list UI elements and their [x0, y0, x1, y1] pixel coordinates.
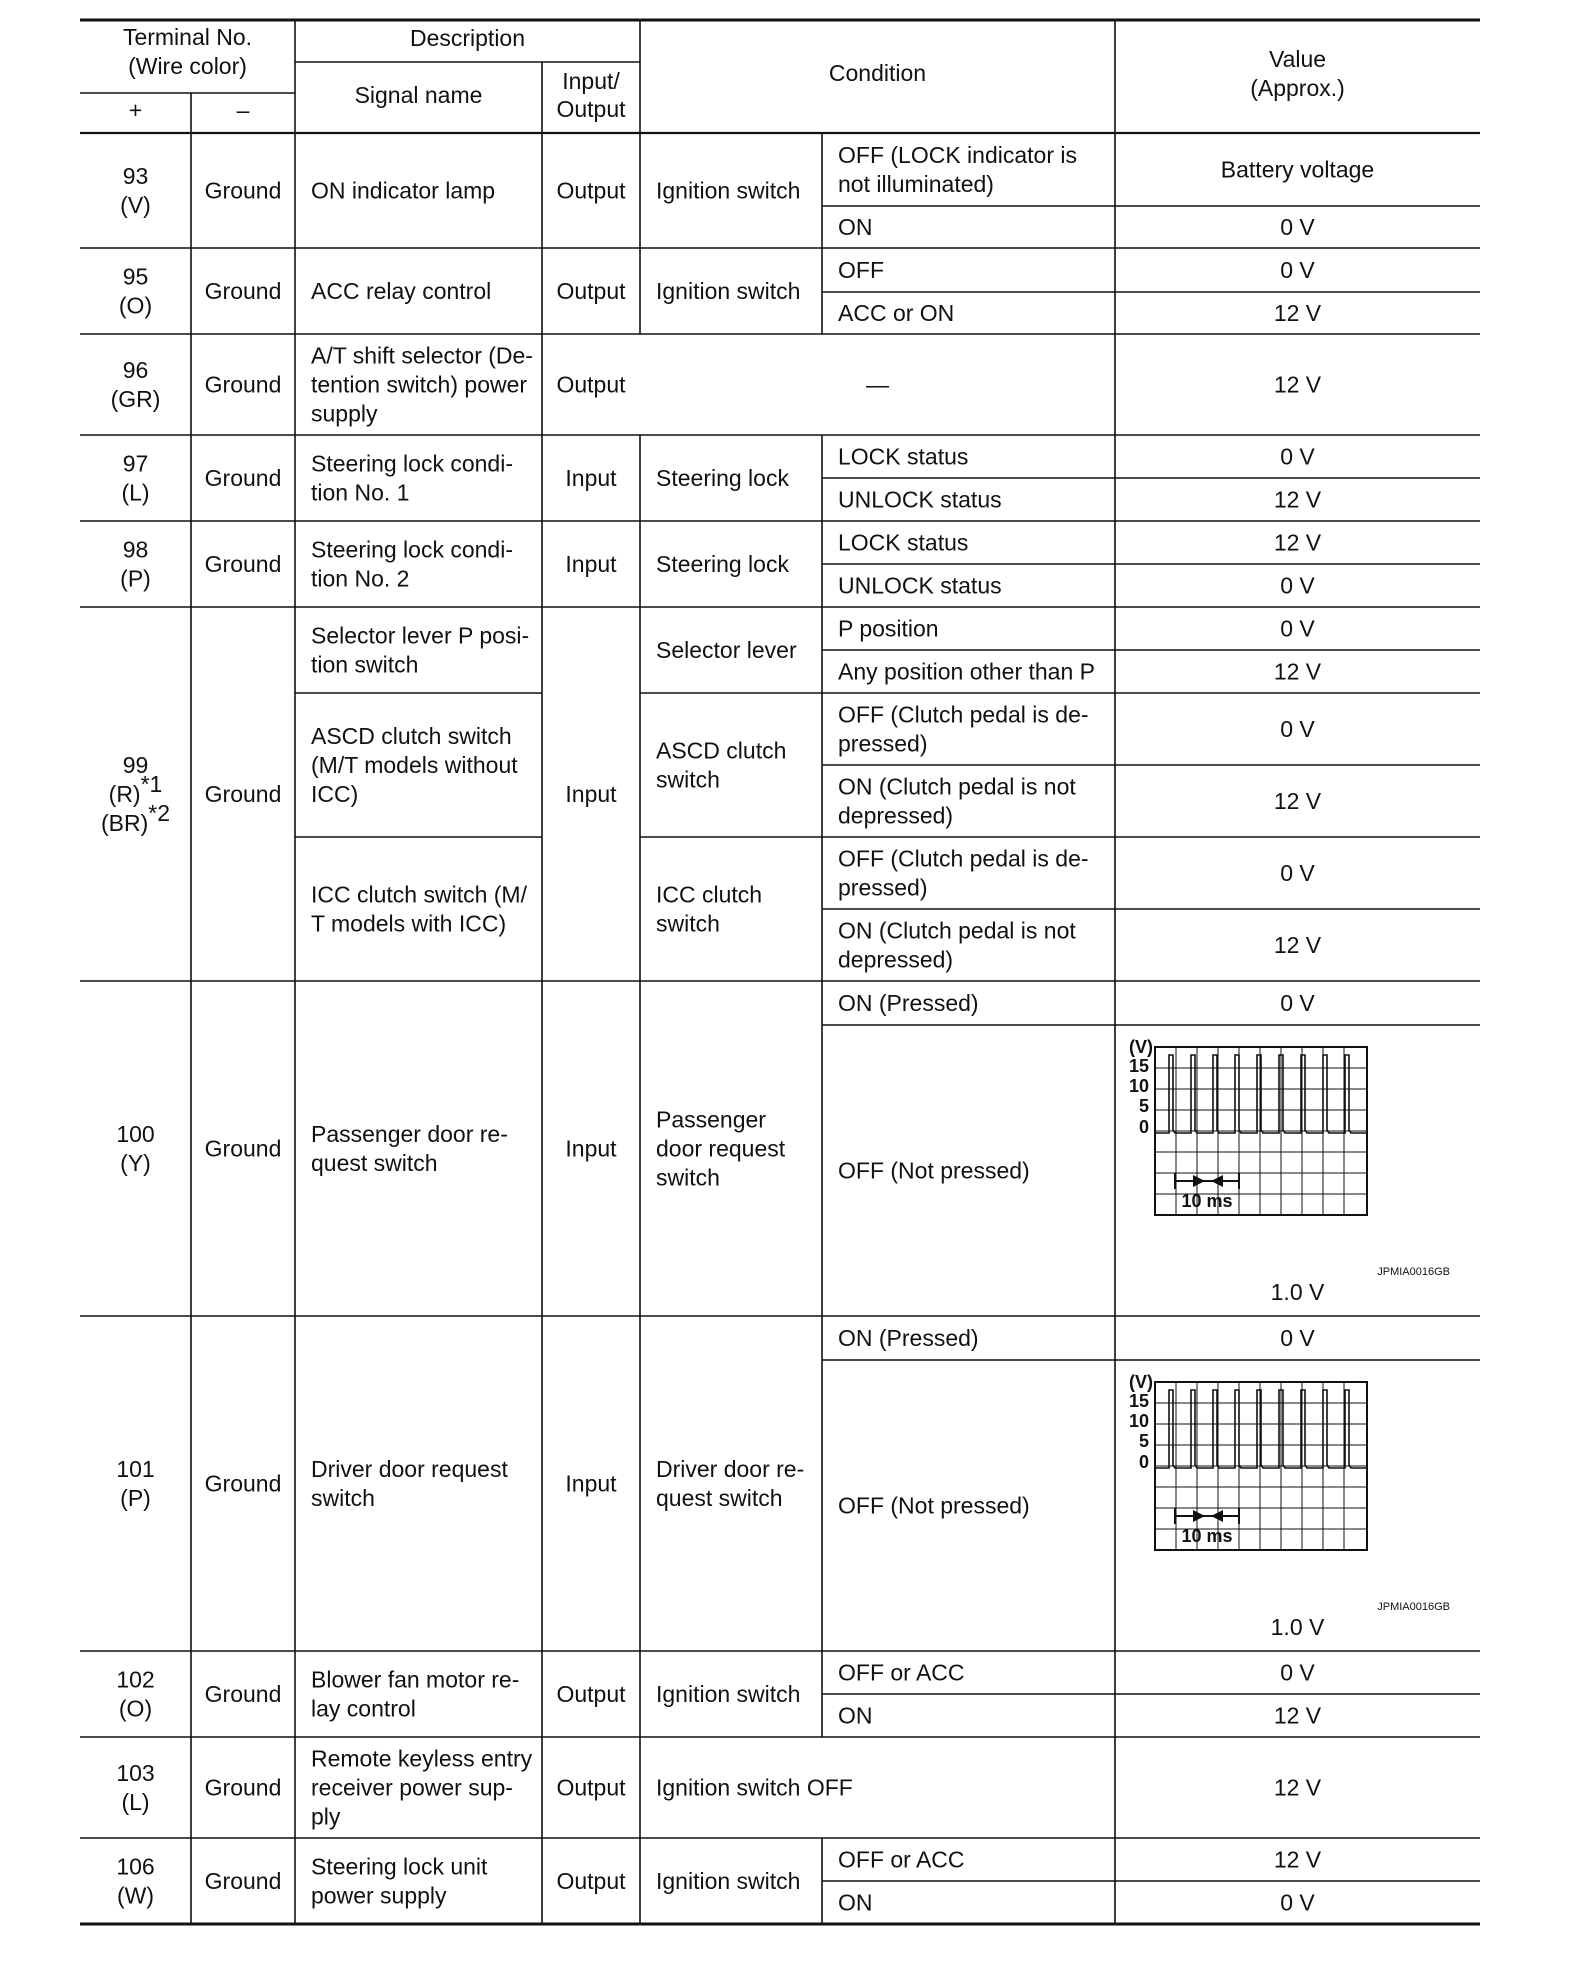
signal-name	[311, 1667, 519, 1722]
scope-ytick: 5	[1138, 1096, 1149, 1116]
signal-name	[311, 1854, 488, 1909]
condition-state-line: depressed)	[838, 946, 954, 973]
condition-main	[656, 882, 762, 937]
terminal-number	[116, 1854, 154, 1909]
condition-state-line: OFF (Not pressed)	[838, 1157, 1030, 1184]
signal-name-line: Steering lock unit	[311, 1853, 488, 1880]
io-direction	[565, 781, 617, 807]
condition-state-line: ON (Clutch pedal is not	[838, 773, 1076, 800]
condition-state	[838, 1158, 1030, 1184]
condition-state-line: OFF (Clutch pedal is de-	[838, 845, 1089, 872]
terminal-number-line: 102	[116, 1666, 155, 1693]
condition-state-line: pressed)	[838, 874, 928, 901]
condition-state	[838, 573, 1002, 599]
value-cell	[1280, 214, 1315, 240]
table-cells	[101, 24, 1450, 1916]
condition-state	[838, 1890, 873, 1916]
io-direction-line: Input	[565, 551, 617, 577]
condition-main	[656, 551, 789, 577]
terminal-number	[116, 1456, 154, 1511]
signal-name-line: switch	[311, 1485, 375, 1511]
signal-name-line: power supply	[311, 1882, 447, 1909]
condition-state	[838, 1660, 965, 1686]
scope-ytick: 10	[1128, 1411, 1149, 1431]
terminal-number	[121, 451, 149, 506]
io-direction-line: Output	[556, 1868, 626, 1894]
value-cell	[1280, 860, 1315, 886]
condition-main-line: switch	[656, 766, 720, 793]
terminal-number	[116, 1760, 154, 1815]
signal-name-line: ICC)	[311, 781, 359, 807]
io-direction	[565, 551, 617, 577]
condition-state-line: UNLOCK status	[838, 572, 1002, 599]
terminal-number-line: 93	[122, 163, 149, 189]
condition-main	[656, 178, 800, 204]
value-cell	[1274, 487, 1322, 513]
scope-ytick: 10	[1128, 1076, 1149, 1096]
terminal-number-line: 95	[122, 263, 149, 290]
condition-state-line: UNLOCK status	[838, 486, 1002, 513]
signal-name-line: quest switch	[311, 1150, 438, 1176]
terminal-number-line: (BR)	[100, 810, 149, 836]
io-direction	[556, 178, 626, 204]
scope-ytick: 15	[1128, 1056, 1149, 1076]
value-cell	[1271, 1279, 1325, 1305]
value-cell	[1280, 1660, 1315, 1686]
condition-state	[838, 702, 1089, 757]
scope-ytick: 0	[1138, 1452, 1149, 1472]
terminal-number	[116, 1667, 154, 1722]
condition-state	[838, 1325, 979, 1351]
terminal-number-line: (L)	[121, 479, 150, 506]
terminal-number-line: (GR)	[110, 386, 161, 412]
value-cell-line: 0 V	[1280, 214, 1315, 240]
signal-name-line: Remote keyless entry	[311, 1745, 533, 1772]
condition-state	[838, 300, 954, 326]
value-cell-line: 12 V	[1273, 1702, 1322, 1729]
scope-ytick: 0	[1138, 1117, 1149, 1137]
ground-terminal-line: Ground	[204, 465, 282, 491]
value-cell-line: 1.0 V	[1270, 1614, 1325, 1640]
condition-state-line: ON (Pressed)	[838, 990, 979, 1016]
header-io-bottom-line: Output	[556, 96, 626, 122]
signal-name-line: Steering lock condi-	[311, 536, 513, 563]
signal-name-line: ASCD clutch switch	[311, 723, 512, 749]
condition-main-line: door request	[656, 1135, 786, 1162]
terminal-number-line: (L)	[121, 1789, 150, 1815]
io-direction-line: Output	[556, 1774, 626, 1801]
ground-terminal	[205, 1775, 282, 1801]
terminal-number-line: 98	[122, 536, 149, 563]
scope-trace	[1155, 1055, 1367, 1133]
value-cell	[1280, 616, 1315, 642]
signal-name-line: Steering lock condi-	[311, 450, 513, 477]
value-cell	[1280, 257, 1315, 283]
condition-main-line: Selector lever	[656, 637, 797, 663]
ground-terminal	[205, 1868, 282, 1894]
condition-none-line: —	[866, 371, 889, 398]
terminal-number-line: 103	[116, 1760, 155, 1786]
ground-terminal-line: Ground	[204, 1681, 282, 1707]
value-cell-line: 12 V	[1273, 788, 1322, 814]
condition-state-line: LOCK status	[838, 529, 969, 556]
scope-arrow-left	[1211, 1175, 1223, 1187]
condition-state-line: ACC or ON	[838, 300, 955, 326]
value-cell-line: 0 V	[1280, 990, 1315, 1016]
condition-main	[656, 1775, 853, 1801]
header-condition-line: Condition	[828, 60, 927, 86]
signal-name	[311, 882, 528, 937]
header-plus	[129, 97, 142, 123]
condition-state-line: ON (Clutch pedal is not	[838, 917, 1076, 944]
header-signal-name	[355, 82, 483, 108]
terminal-number-line: 97	[122, 450, 149, 477]
value-cell-line: 12 V	[1273, 1774, 1322, 1801]
condition-state-line: OFF (Not pressed)	[838, 1492, 1030, 1519]
value-cell	[1280, 990, 1315, 1016]
condition-state-line: Any position other than P	[838, 658, 1095, 685]
io-direction-line: Output	[556, 1681, 626, 1707]
condition-main-line: Ignition switch	[656, 1681, 801, 1707]
ground-terminal	[205, 1136, 282, 1162]
terminal-number-line: (P)	[120, 1485, 151, 1511]
signal-name-line: lay control	[311, 1695, 416, 1722]
value-cell-line: 12 V	[1273, 300, 1322, 326]
header-io-top-line: Input/	[562, 68, 620, 94]
io-direction-line: Output	[556, 177, 626, 204]
signal-name	[311, 451, 513, 506]
scope-arrow-right	[1193, 1175, 1205, 1187]
signal-name-line: tion No. 2	[311, 565, 410, 592]
terminal-number-line: (O)	[118, 292, 153, 319]
signal-name-line: Selector lever P posi-	[311, 622, 530, 649]
io-direction	[565, 1136, 617, 1162]
signal-name-line: Driver door request	[311, 1456, 508, 1482]
condition-main-line: switch	[656, 1164, 720, 1191]
signal-name	[311, 178, 495, 204]
signal-name-line: tion No. 1	[311, 479, 410, 506]
io-direction-line: Output	[556, 278, 626, 304]
value-cell	[1274, 1847, 1322, 1873]
terminal-number-line: (Y)	[120, 1150, 151, 1176]
terminal-number-line: 106	[116, 1853, 155, 1880]
terminal-number-line: 101	[116, 1456, 155, 1482]
signal-name-line: receiver power sup-	[311, 1774, 513, 1801]
condition-state	[838, 530, 968, 556]
condition-state	[838, 918, 1076, 973]
ground-terminal-line: Ground	[204, 551, 282, 577]
header-value-bottom-line: (Approx.)	[1250, 75, 1345, 101]
condition-state	[838, 1493, 1030, 1519]
io-direction-line: Input	[565, 1135, 617, 1162]
condition-state-line: depressed)	[838, 802, 954, 829]
condition-state	[838, 142, 1077, 197]
value-cell-line: 12 V	[1273, 486, 1322, 513]
condition-main	[656, 1681, 800, 1707]
signal-name	[311, 1121, 508, 1176]
signal-name-line: ply	[311, 1803, 341, 1830]
condition-state-line: OFF or ACC	[838, 1659, 965, 1686]
ground-terminal	[205, 781, 282, 807]
terminal-number-line: 99	[122, 752, 149, 778]
condition-main	[656, 1107, 786, 1191]
value-cell-line: Battery voltage	[1220, 156, 1375, 183]
io-direction	[565, 465, 617, 491]
signal-name-line: tion switch	[311, 651, 419, 678]
value-cell-line: 12 V	[1273, 658, 1322, 685]
condition-main-line: Ignition switch OFF	[656, 1774, 853, 1801]
oscilloscope-waveform	[1129, 1037, 1450, 1278]
signal-name-line: A/T shift selector (De-	[311, 342, 533, 369]
value-cell	[1274, 300, 1322, 326]
header-description-line: Description	[409, 25, 526, 51]
header-condition	[829, 60, 926, 86]
io-direction	[565, 1471, 617, 1497]
condition-main-line: Ignition switch	[656, 1868, 801, 1894]
value-cell-line: 0 V	[1280, 572, 1315, 599]
terminal-number	[120, 163, 151, 218]
io-direction-line: Input	[565, 781, 617, 807]
condition-state-line: OFF (Clutch pedal is de-	[838, 701, 1089, 728]
signal-name	[311, 278, 491, 304]
condition-state	[838, 444, 968, 470]
footnote-marker: *1	[140, 771, 163, 797]
footnote-marker: *2	[148, 800, 171, 826]
condition-main-line: ICC clutch	[656, 881, 763, 908]
value-cell-line: 0 V	[1280, 1659, 1315, 1686]
header-description	[410, 25, 525, 51]
ground-terminal	[205, 1681, 282, 1707]
ground-terminal-line: Ground	[204, 371, 282, 398]
io-direction	[556, 1775, 626, 1801]
condition-state	[838, 214, 873, 240]
scope-unit-label: (V)	[1129, 1037, 1153, 1057]
value-cell-line: 0 V	[1280, 716, 1315, 742]
ground-terminal-line: Ground	[204, 278, 282, 304]
scope-trace	[1155, 1390, 1367, 1468]
terminal-number-line: 100	[116, 1121, 155, 1147]
condition-main-line: Steering lock	[656, 465, 789, 491]
value-cell	[1280, 573, 1315, 599]
signal-name-line: tention switch) power	[311, 371, 528, 398]
condition-state-line: ON	[838, 1702, 873, 1729]
io-direction	[556, 278, 626, 304]
condition-state	[838, 990, 979, 1016]
value-cell	[1271, 1614, 1325, 1640]
terminal-number-line: 96	[122, 357, 149, 383]
signal-name	[311, 1456, 508, 1511]
io-direction	[556, 1868, 626, 1894]
value-cell	[1280, 444, 1315, 470]
terminal-number-line: (O)	[118, 1695, 153, 1722]
condition-state	[838, 616, 939, 642]
ground-terminal-line: Ground	[204, 781, 282, 807]
signal-name-line: Passenger door re-	[311, 1121, 508, 1147]
condition-state-line: ON	[838, 1889, 873, 1916]
value-cell-line: 12 V	[1273, 932, 1322, 958]
ground-terminal	[205, 551, 282, 577]
condition-main-line: Driver door re-	[656, 1456, 805, 1482]
value-cell-line: 12 V	[1273, 371, 1322, 398]
scope-arrow-right	[1193, 1510, 1205, 1522]
value-cell	[1280, 716, 1315, 742]
value-cell-line: 12 V	[1273, 529, 1322, 556]
condition-state	[838, 487, 1002, 513]
signal-name-line: (M/T models without	[311, 752, 518, 778]
scope-unit-label: (V)	[1129, 1372, 1153, 1392]
condition-main	[656, 278, 800, 304]
ground-terminal	[205, 1471, 282, 1497]
value-cell	[1274, 788, 1322, 814]
header-value-bottom	[1250, 75, 1345, 101]
ground-terminal	[205, 278, 282, 304]
condition-main	[656, 738, 786, 793]
value-cell	[1280, 1325, 1315, 1351]
condition-state	[838, 659, 1095, 685]
value-cell	[1274, 372, 1322, 398]
condition-main	[656, 1456, 804, 1511]
terminal-number-line: (R)	[108, 781, 141, 807]
condition-state	[838, 846, 1089, 901]
scope-time-label: 10 ms	[1181, 1191, 1233, 1211]
io-direction	[556, 1681, 626, 1707]
io-direction-line: Input	[565, 465, 617, 491]
value-cell	[1274, 1775, 1322, 1801]
value-cell	[1274, 1703, 1322, 1729]
signal-name	[311, 343, 533, 427]
ground-terminal-line: Ground	[204, 1470, 282, 1497]
condition-main	[656, 637, 797, 663]
scope-image-ref: JPMIA0016GB	[1377, 1266, 1450, 1278]
condition-main-line: Ignition switch	[656, 177, 801, 204]
value-cell	[1274, 530, 1322, 556]
value-cell-line: 0 V	[1280, 1325, 1315, 1351]
ground-terminal-line: Ground	[204, 1868, 282, 1894]
signal-name-line: supply	[311, 400, 378, 427]
condition-state	[838, 1703, 873, 1729]
value-cell-line: 0 V	[1280, 257, 1315, 283]
header-value-top-line: Value	[1268, 46, 1327, 72]
oscilloscope-waveform	[1129, 1372, 1450, 1613]
value-cell-line: 0 V	[1280, 860, 1315, 886]
value-cell-line: 12 V	[1273, 1846, 1322, 1873]
condition-main	[656, 465, 789, 491]
condition-state	[838, 257, 884, 283]
header-signal-name-line: Signal name	[354, 82, 483, 108]
terminal-number	[116, 1121, 154, 1176]
condition-main-line: ASCD clutch	[656, 737, 787, 764]
header-minus-line: –	[236, 97, 250, 123]
ground-terminal	[205, 465, 282, 491]
signal-name-line: ON indicator lamp	[311, 177, 496, 204]
condition-state-line: pressed)	[838, 730, 928, 757]
scope-image-ref: JPMIA0016GB	[1377, 1601, 1450, 1613]
condition-main	[656, 1868, 800, 1894]
condition-state-line: OFF or ACC	[838, 1846, 965, 1873]
condition-state	[838, 774, 1076, 829]
terminal-number-line: (W)	[116, 1882, 155, 1909]
terminal-number-line: (P)	[120, 565, 151, 592]
header-terminal-no-line: Terminal No.	[122, 24, 253, 50]
signal-name-line: ACC relay control	[311, 278, 492, 304]
ground-terminal	[205, 178, 282, 204]
value-cell-line: 0 V	[1280, 615, 1315, 642]
scope-time-label: 10 ms	[1181, 1526, 1233, 1546]
condition-state-line: LOCK status	[838, 443, 969, 470]
header-wire-color-line: (Wire color)	[128, 53, 247, 79]
terminal-number-line: (V)	[120, 192, 151, 218]
condition-state-line: ON (Pressed)	[838, 1325, 979, 1351]
value-cell	[1221, 157, 1374, 183]
signal-name	[311, 723, 518, 807]
terminal-number	[111, 357, 161, 412]
value-cell	[1274, 659, 1322, 685]
value-cell	[1280, 1890, 1315, 1916]
value-cell-line: 1.0 V	[1270, 1279, 1325, 1305]
signal-name	[311, 1746, 533, 1830]
value-cell-line: 0 V	[1280, 1889, 1315, 1916]
header-plus-line: +	[128, 97, 143, 123]
signal-name-line: ICC clutch switch (M/	[311, 881, 527, 908]
ground-terminal-line: Ground	[204, 1774, 282, 1801]
header-wire-color	[128, 53, 247, 79]
header-io-top	[562, 68, 620, 94]
scope-ytick: 5	[1138, 1431, 1149, 1451]
terminal-number	[101, 752, 170, 836]
condition-main-line: Ignition switch	[656, 278, 801, 304]
scope-arrow-left	[1211, 1510, 1223, 1522]
io-direction-line: Output	[556, 371, 626, 398]
header-terminal-no	[123, 24, 252, 50]
scope-ytick: 15	[1128, 1391, 1149, 1411]
condition-main-line: quest switch	[656, 1485, 783, 1511]
condition-state-line: P position	[838, 615, 939, 642]
condition-main-line: Steering lock	[656, 551, 789, 577]
signal-name	[311, 623, 529, 678]
condition-state-line: OFF (LOCK indicator is	[838, 142, 1077, 168]
signal-name	[311, 537, 513, 592]
value-cell	[1274, 932, 1322, 958]
terminal-number	[119, 264, 152, 319]
header-minus	[237, 97, 250, 123]
header-value-top	[1269, 46, 1326, 72]
condition-state-line: not illuminated)	[838, 171, 994, 197]
condition-none	[866, 372, 889, 398]
ground-terminal-line: Ground	[204, 1135, 282, 1162]
value-cell-line: 0 V	[1280, 443, 1315, 470]
header-io-bottom	[556, 96, 626, 122]
condition-state-line: OFF	[838, 257, 884, 283]
terminal-number	[120, 537, 151, 592]
signal-name-line: Blower fan motor re-	[311, 1666, 520, 1693]
ground-terminal-line: Ground	[204, 177, 282, 204]
io-direction-line: Input	[565, 1470, 617, 1497]
io-direction	[556, 372, 626, 398]
condition-state	[838, 1847, 965, 1873]
condition-state-line: ON	[838, 214, 873, 240]
condition-main-line: switch	[656, 910, 720, 937]
signal-name-line: T models with ICC)	[311, 910, 507, 937]
condition-main-line: Passenger	[656, 1106, 766, 1133]
ground-terminal	[205, 372, 282, 398]
